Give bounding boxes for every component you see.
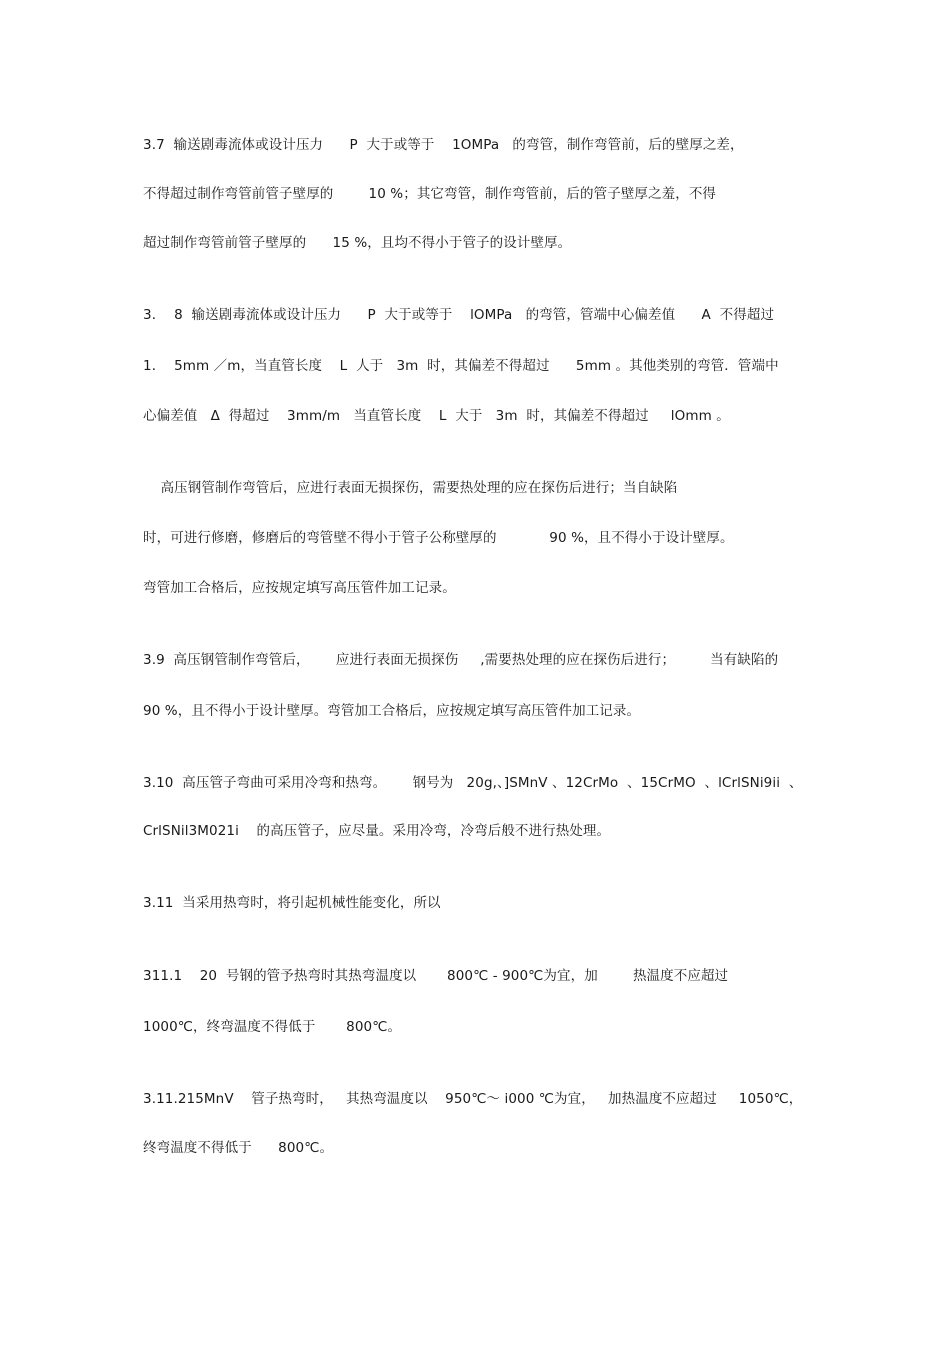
text-line-highpressure-a: 高压钢管制作弯管后，应进行表面无损探伤，需要热处理的应在探伤后进行；当自缺陷 [143, 480, 678, 496]
text-line-3-7-b: 不得超过制作弯管前管子壁厚的 10 %；其它弯管，制作弯管前，后的管子壁厚之羞，不得 [143, 186, 717, 202]
text-line-3-10-a: 3.10 高压管子弯曲可采用冷弯和热弯。 钢号为 20g,、]SMnV 、12CrMo 、15CrMO 、lCrlSNi9ii 、 [143, 775, 803, 791]
text-line-3-11-2-b: 终弯温度不得低于 800℃。 [143, 1140, 334, 1156]
text-line-311-1-b: 1000℃，终弯温度不得低于 800℃。 [143, 1019, 402, 1035]
text-line-3-7-a: 3.7 输送剧毒流体或设计压力 P 大于或等于 1OMPa 的弯管，制作弯管前，后的壁厚之差， [143, 137, 744, 153]
text-line-3-9-b: 90 %，且不得小于设计壁厚。弯管加工合格后，应按规定填写高压管件加工记录。 [143, 703, 641, 719]
text-line-highpressure-c: 弯管加工合格后，应按规定填写高压管件加工记录。 [143, 580, 456, 596]
text-line-3-9-a: 3.9 高压钢管制作弯管后， 应进行表面无损探伤 ,需要热处理的应在探伤后进行； 当有缺陷的 [143, 652, 779, 668]
text-line-311-1-a: 311.1 20 号钢的管予热弯时其热弯温度以 800℃ - 900℃为宜，加 热温度不应超过 [143, 968, 729, 984]
text-line-3-11: 3.11 当采用热弯时，将引起机械性能变化，所以 [143, 895, 441, 911]
text-line-3-8-c: 心偏差值 Δ 得超过 3mm/m 当直管长度 L 大于 3m 时，其偏差不得超过 lOmm 。 [143, 408, 730, 424]
text-line-highpressure-b: 时，可进行修磨，修磨后的弯管壁不得小于管子公称壁厚的 90 %，且不得小于设计壁厚。 [143, 530, 734, 546]
text-line-3-10-b: CrlSNil3M021i 的高压管子，应尽量。采用冷弯，冷弯后般不进行热处理。 [143, 823, 611, 839]
text-line-3-8-b: 1． 5mm ／m，当直管长度 L 人于 3m 时，其偏差不得超过 5mm 。其他类别的弯管．管端中 [143, 358, 779, 374]
text-line-3-11-2-a: 3.11.215MnV 管子热弯时， 其热弯温度以 950℃～ i000 ℃为宜， 加热温度不应超过 1050℃， [143, 1091, 803, 1107]
text-line-3-8-a: 3． 8 输送剧毒流体或设计压力 P 大于或等于 lOMPa 的弯管，管端中心偏差值 A 不得超过 [143, 307, 775, 323]
text-line-3-7-c: 超过制作弯管前管子壁厚的 15 %，且均不得小于管子的设计壁厚。 [143, 235, 572, 251]
